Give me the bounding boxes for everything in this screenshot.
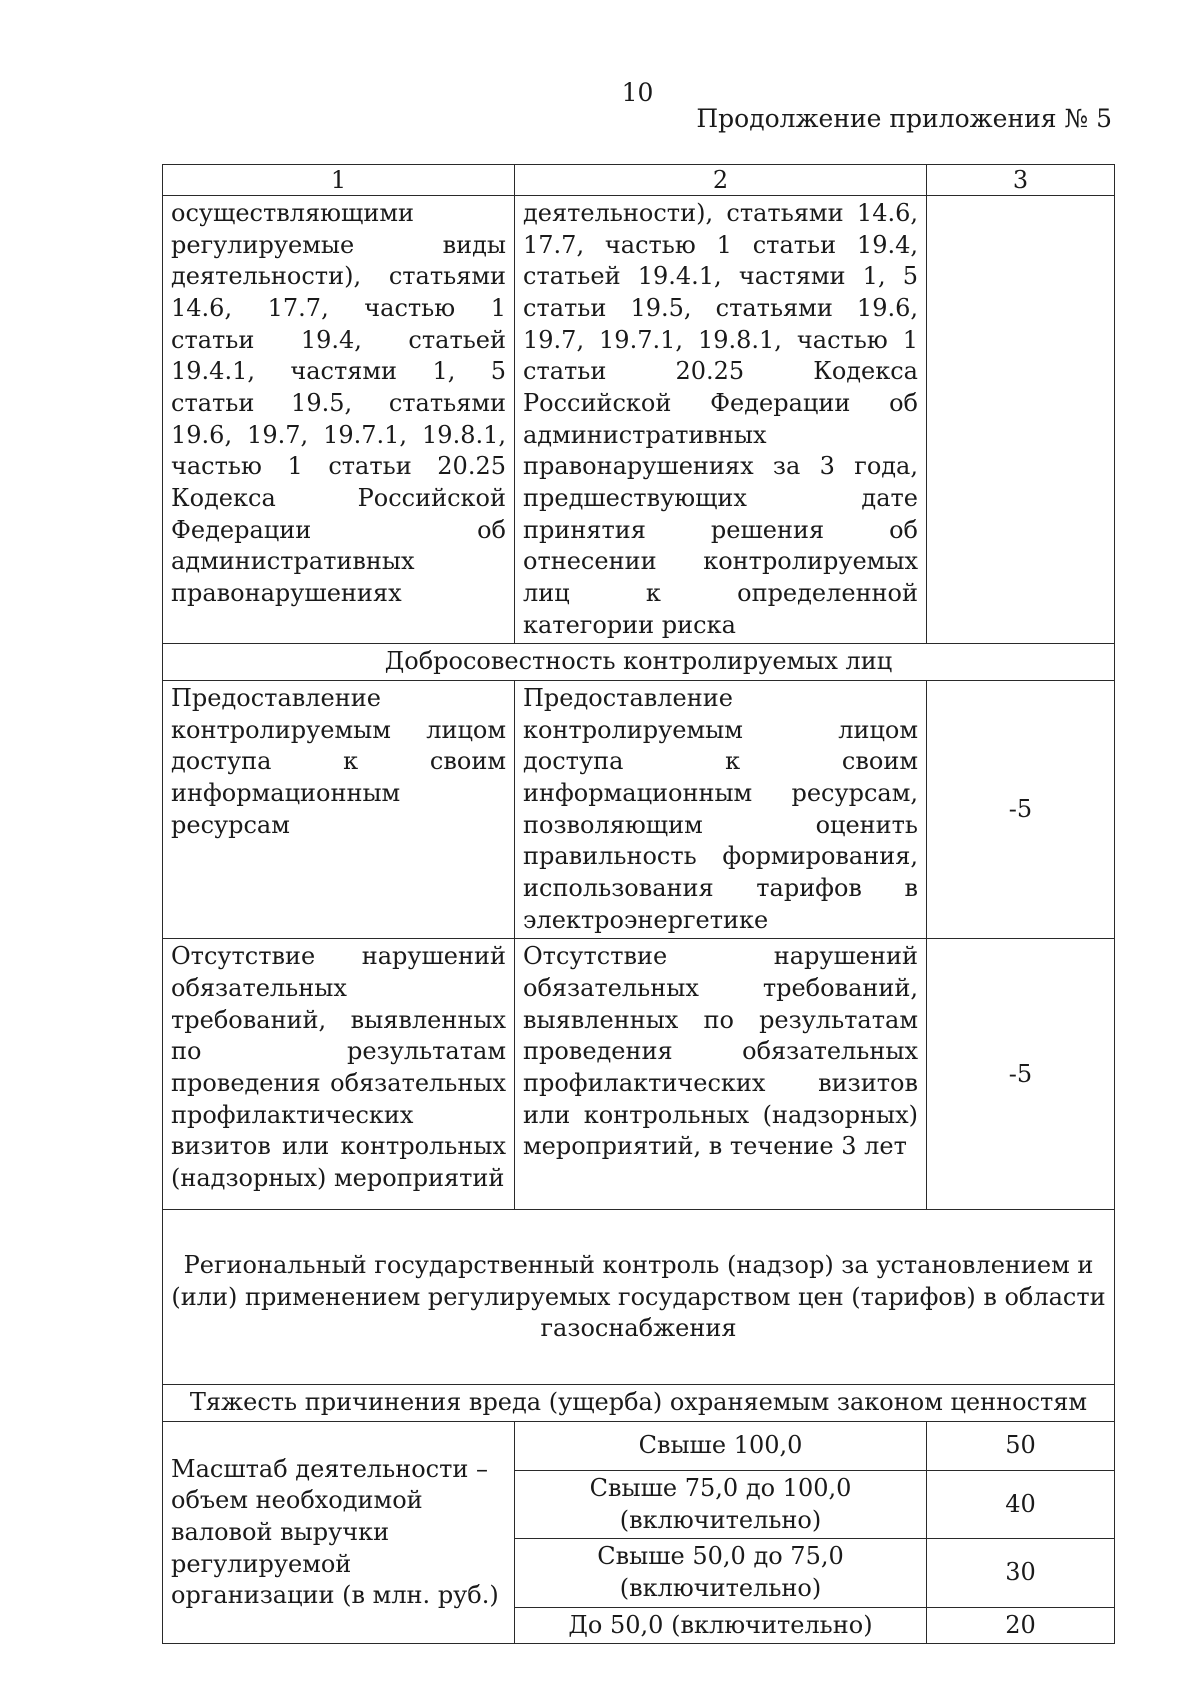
criteria-table (162, 164, 1115, 1644)
continuation-title: Продолжение приложения № 5 (696, 104, 1112, 133)
table-row (163, 1422, 1115, 1471)
table-row (163, 196, 1115, 644)
no-violations-col1: Отсутствие нарушений обязательных требований, выявленных по результатам проведения обязательных профилактических визитов или контрольных (надзорных) мероприятий (163, 939, 515, 1210)
access-col1: Предоставление контролируемым лицом доступа к своим информационным ресурсам (163, 681, 515, 939)
section-regional-row (163, 1210, 1115, 1385)
scale-score-4: 20 (927, 1607, 1115, 1644)
no-violations-score: -5 (927, 939, 1115, 1210)
continuation-col2: деятельности), статьями 14.6, 17.7, частью 1 статьи 19.4, статьей 19.4.1, частями 1, 5 статьи 19.5, статьями 19.6, 19.7, 19.7.1, 19.8.1, частью 1 статьи 20.25 Кодекса Российской Федерации об административных правонарушениях за 3 года, предшествующих дате принятия решения об отнесении контролируемых лиц к определенной категории риска (515, 196, 927, 644)
table-row (163, 939, 1115, 1210)
table-row (163, 681, 1115, 939)
header-col-3: 3 (927, 165, 1115, 196)
continuation-col1: осуществляющими регулируемые виды деятельности), статьями 14.6, 17.7, частью 1 статьи 19.4, статьей 19.4.1, частями 1, 5 статьи 19.5, статьями 19.6, 19.7, 19.7.1, 19.8.1, частью 1 статьи 20.25 Кодекса Российской Федерации об административных правонарушениях (163, 196, 515, 644)
scale-label: Масштаб деятельности – объем необходимой валовой выручки регулируемой организации (в млн. руб.) (163, 1422, 515, 1644)
section-severity: Тяжесть причинения вреда (ущерба) охраняемым законом ценностям (163, 1385, 1115, 1422)
continuation-col3 (927, 196, 1115, 644)
access-score: -5 (927, 681, 1115, 939)
scale-range-2: Свыше 75,0 до 100,0 (включительно) (515, 1471, 927, 1539)
scale-range-3: Свыше 50,0 до 75,0 (включительно) (515, 1539, 927, 1607)
no-violations-col2: Отсутствие нарушений обязательных требований, выявленных по результатам проведения обязательных профилактических визитов или контрольных (надзорных) мероприятий, в течение 3 лет (515, 939, 927, 1210)
header-col-1: 1 (163, 165, 515, 196)
scale-score-3: 30 (927, 1539, 1115, 1607)
section-severity-row (163, 1385, 1115, 1422)
header-col-2: 2 (515, 165, 927, 196)
access-col2: Предоставление контролируемым лицом доступа к своим информационным ресурсам, позволяющим оценить правильность формирования, использования тарифов в электроэнергетике (515, 681, 927, 939)
section-regional: Региональный государственный контроль (надзор) за установлением и (или) применением регулируемых государством цен (тарифов) в области газоснабжения (163, 1210, 1115, 1385)
page-number: 10 (621, 78, 654, 107)
section-good-faith: Добросовестность контролируемых лиц (163, 644, 1115, 681)
section-good-faith-row (163, 644, 1115, 681)
scale-range-4: До 50,0 (включительно) (515, 1607, 927, 1644)
scale-score-2: 40 (927, 1471, 1115, 1539)
scale-score-1: 50 (927, 1422, 1115, 1471)
scale-range-1: Свыше 100,0 (515, 1422, 927, 1471)
table-header-row (163, 165, 1115, 196)
